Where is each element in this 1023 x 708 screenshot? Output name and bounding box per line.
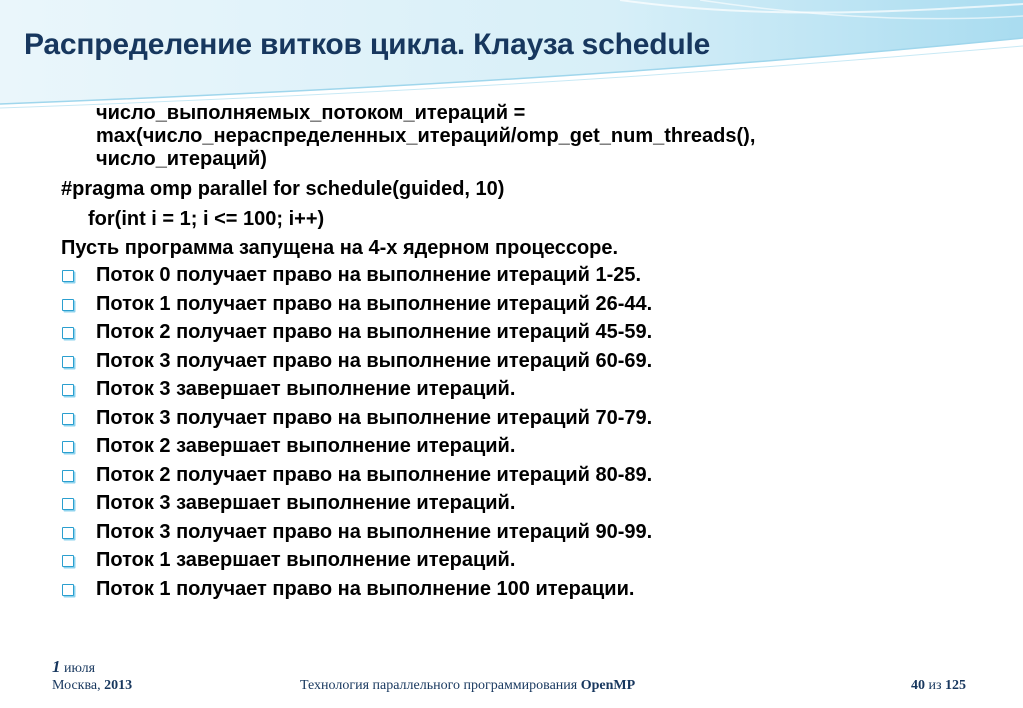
list-item: [0, 318, 1023, 347]
list-item: [0, 375, 1023, 404]
square-bullet-icon: [62, 413, 74, 425]
slide-body: [0, 102, 1023, 603]
page-total: 125: [945, 678, 967, 693]
formula-line: число_итераций): [96, 148, 267, 170]
list-item-text: Поток 2 получает право на выполнение итераций 45-59.: [96, 321, 653, 343]
bullet-list: [0, 261, 1023, 603]
formula-line: max(число_нераспределенных_итераций/omp_get_num_threads(),: [96, 125, 756, 147]
square-bullet-icon: [62, 584, 74, 596]
list-item-text: Поток 1 получает право на выполнение 100 итерации.: [96, 577, 635, 600]
pragma-line: #pragma omp parallel for schedule(guided, 10): [61, 178, 505, 200]
square-bullet-icon: [62, 327, 74, 339]
list-item: [0, 432, 1023, 461]
square-bullet-icon: [62, 527, 74, 539]
list-item-text: Поток 0 получает право на выполнение итераций 1-25.: [96, 264, 642, 286]
intro-text: Пусть программа запущена на 4-х ядерном процессоре.: [61, 237, 619, 259]
list-item-text: Поток 1 получает право на выполнение итераций 26-44.: [96, 292, 653, 315]
footer-date: [52, 658, 95, 677]
footer-course-text: Технология параллельного программирования: [300, 678, 578, 693]
list-item: [0, 546, 1023, 575]
footer-page-number: [911, 678, 966, 694]
square-bullet-icon: [62, 270, 74, 282]
footer-course-name: OpenMP: [580, 678, 636, 693]
list-item: [0, 518, 1023, 547]
footer-course: [300, 678, 635, 694]
square-bullet-icon: [62, 555, 74, 567]
for-loop-line: for(int i = 1; i <= 100; i++): [88, 208, 325, 230]
list-item: [0, 575, 1023, 604]
square-bullet-icon: [62, 441, 74, 453]
footer-day: 1: [52, 657, 61, 676]
footer-month: июля: [64, 661, 96, 676]
square-bullet-icon: [62, 384, 74, 396]
list-item: [0, 347, 1023, 376]
list-item: [0, 489, 1023, 518]
list-item-text: Поток 3 получает право на выполнение итераций 70-79.: [96, 406, 653, 429]
list-item: [0, 404, 1023, 433]
page-current: 40: [911, 678, 925, 693]
page-separator: из: [928, 678, 942, 693]
square-bullet-icon: [62, 299, 74, 311]
list-item-text: Поток 2 получает право на выполнение итераций 80-89.: [96, 463, 653, 486]
square-bullet-icon: [62, 498, 74, 510]
square-bullet-icon: [62, 470, 74, 482]
slide-title: Распределение витков цикла. Клауза schedule: [24, 28, 711, 61]
list-item-text: Поток 3 получает право на выполнение итераций 60-69.: [96, 349, 653, 372]
formula-line: число_выполняемых_потоком_итераций =: [96, 102, 526, 124]
formula-block: [0, 102, 1023, 171]
list-item-text: Поток 1 завершает выполнение итераций.: [96, 549, 516, 571]
list-item-text: Поток 2 завершает выполнение итераций.: [96, 435, 516, 457]
square-bullet-icon: [62, 356, 74, 368]
list-item: [0, 290, 1023, 319]
list-item-text: Поток 3 завершает выполнение итераций.: [96, 378, 516, 400]
footer-city: Москва,: [52, 678, 101, 693]
list-item: [0, 461, 1023, 490]
list-item-text: Поток 3 получает право на выполнение итераций 90-99.: [96, 520, 653, 543]
footer-year: 2013: [104, 678, 133, 693]
footer-location: [52, 678, 132, 694]
list-item: [0, 261, 1023, 290]
list-item-text: Поток 3 завершает выполнение итераций.: [96, 492, 516, 514]
